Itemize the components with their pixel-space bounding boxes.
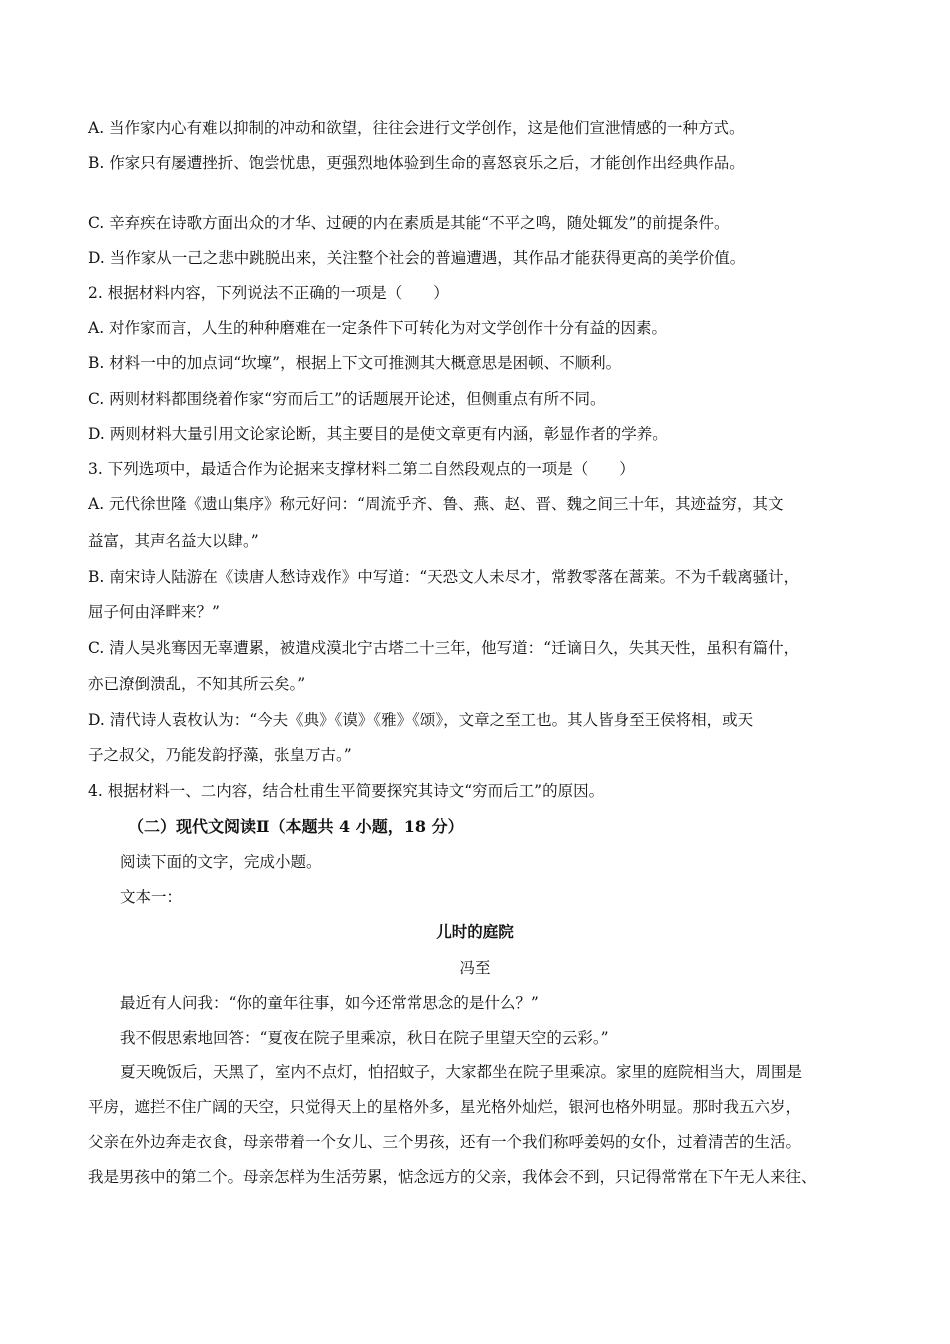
q4-stem: 4. 根据材料一、二内容，结合杜甫生平简要探究其诗文“穷而后工”的原因。 bbox=[88, 782, 605, 800]
reading-instruction: 阅读下面的文字，完成小题。 bbox=[120, 853, 322, 871]
q3-option-a-line2: 益富，其声名益大以肆。” bbox=[88, 532, 259, 550]
q2-option-b: B. 材料一中的加点词“坎壈”，根据上下文可推测其大概意思是困顿、不顺利。 bbox=[88, 354, 622, 372]
q3-stem: 3. 下列选项中，最适合作为论据来支撑材料二第二自然段观点的一项是（ ） bbox=[88, 460, 635, 478]
article-author: 冯至 bbox=[459, 959, 491, 977]
text-label: 文本一： bbox=[120, 888, 183, 906]
q3-option-c-line2: 亦已潦倒溃乱，不知其所云矣。” bbox=[88, 675, 306, 693]
q1-option-c: C. 辛弃疾在诗歌方面出众的才华、过硬的内在素质是其能“不平之鸣，随处辄发”的前提条件。 bbox=[88, 214, 730, 232]
q3-option-b-line1: B. 南宋诗人陆游在《读唐人愁诗戏作》中写道：“天恐文人未尽才，常教零落在蒿莱。不为千载离骚计， bbox=[88, 568, 800, 586]
q3-option-c-line1: C. 清人吴兆骞因无辜遭累，被遣戍漠北宁古塔二十三年，他写道：“迁谪日久，失其天性，虽积有篇什， bbox=[88, 639, 800, 657]
article-paragraph-3-line4: 我是男孩中的第二个。母亲怎样为生活劳累，惦念远方的父亲，我体会不到，只记得常常在下午无人来往、 bbox=[88, 1168, 817, 1186]
article-paragraph-3-line3: 父亲在外边奔走衣食，母亲带着一个女儿、三个男孩，还有一个我们称呼姜妈的女仆，过着清苦的生活。 bbox=[88, 1133, 802, 1151]
q3-option-b-line2: 屈子何由泽畔来？” bbox=[88, 603, 220, 621]
article-paragraph-1: 最近有人问我：“你的童年往事，如今还常常思念的是什么？” bbox=[120, 994, 539, 1012]
q3-option-a-line1: A. 元代徐世隆《遗山集序》称元好问：“周流乎齐、鲁、燕、赵、晋、魏之间三十年，其迹益穷，其文 bbox=[88, 495, 784, 513]
article-paragraph-3-line2: 平房，遮拦不住广阔的天空，只觉得天上的星格外多，星光格外灿烂，银河也格外明显。那时我五六岁， bbox=[88, 1098, 802, 1116]
q3-option-d-line1: D. 清代诗人袁枚认为：“今夫《典》《谟》《雅》《颂》，文章之至工也。其人皆身至王侯将相，或天 bbox=[88, 711, 754, 729]
section-heading: （二）现代文阅读Ⅱ（本题共 4 小题，18 分） bbox=[128, 817, 464, 836]
article-title: 儿时的庭院 bbox=[436, 922, 514, 941]
q1-option-b: B. 作家只有屡遭挫折、饱尝忧患，更强烈地体验到生命的喜怒哀乐之后，才能创作出经典作品。 bbox=[88, 154, 745, 172]
q1-option-a: A. 当作家内心有难以抑制的冲动和欲望，往往会进行文学创作，这是他们宣泄情感的一种方式。 bbox=[88, 119, 745, 137]
q2-option-c: C. 两则材料都围绕着作家“穷而后工”的话题展开论述，但侧重点有所不同。 bbox=[88, 390, 606, 408]
q1-option-d: D. 当作家从一己之悲中跳脱出来，关注整个社会的普遍遭遇，其作品才能获得更高的美学价值。 bbox=[88, 249, 746, 267]
q2-stem: 2. 根据材料内容，下列说法不正确的一项是（ ） bbox=[88, 284, 449, 302]
q2-option-d: D. 两则材料大量引用文论家论断，其主要目的是使文章更有内涵，彰显作者的学养。 bbox=[88, 425, 668, 443]
article-paragraph-3-line1: 夏天晚饭后，天黑了，室内不点灯，怕招蚊子，大家都坐在院子里乘凉。家里的庭院相当大，周围是 bbox=[120, 1063, 803, 1081]
article-paragraph-2: 我不假思索地回答：“夏夜在院子里乘凉，秋日在院子里望天空的云彩。” bbox=[120, 1029, 609, 1047]
q2-option-a: A. 对作家而言，人生的种种磨难在一定条件下可转化为对文学创作十分有益的因素。 bbox=[88, 319, 668, 337]
q3-option-d-line2: 子之叔父，乃能发韵抒藻，张皇万古。” bbox=[88, 746, 352, 764]
